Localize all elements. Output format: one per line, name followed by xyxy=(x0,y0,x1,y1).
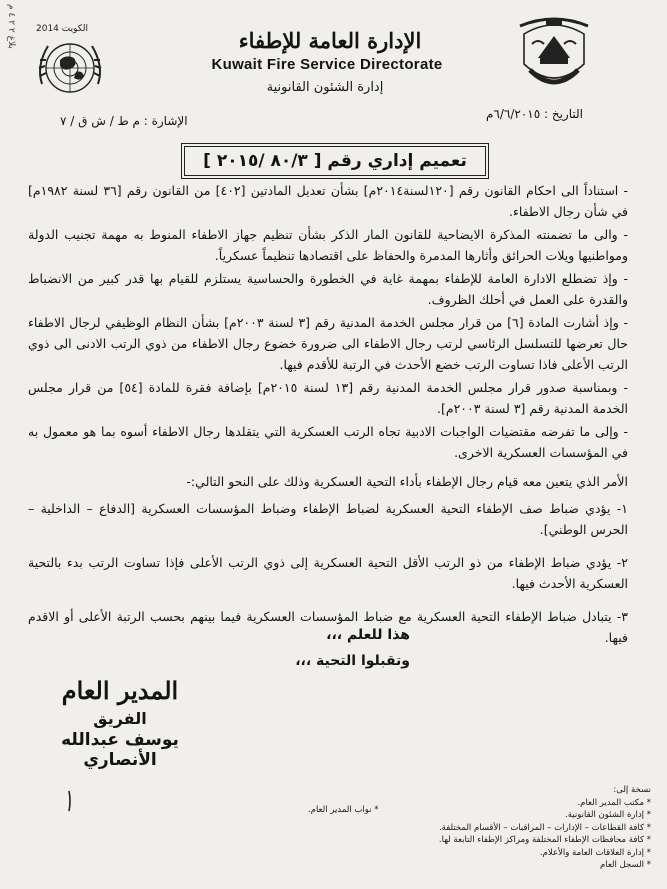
order-item: ٣- يتبادل ضباط الإطفاء التحية العسكرية مع ضباط المؤسسات العسكرية فيما بينهم بحسب الرتبة الأعلى أو الاقدم فيها. xyxy=(28,609,628,645)
preamble-clause: - وإذ أشارت المادة [٦] من قرار مجلس الخدمة المدنية رقم [٣ لسنة ٢٠٠٣م] بشأن النظام الوظيفي لرجال الاطفاء حال تعرضها للتسلسل الرئاسي لرتب رجال الاطفاء الى ضرورة خضوع رجال الاطفاء من ذوي الرتب الادنى الى ذوي الرتب الأعلى فاذا تساوت الرتب خضع الأحدث في الرتبة للأقدم فيها. xyxy=(28,312,628,375)
preamble-clause: - والى ما تضمنته المذكرة الايضاحية للقانون المار الذكر بشأن تنظيم جهاز الاطفاء المنوط به مهمة تجنيب الدولة ومواطنيها ويلات الحرائق وأثارها المدمرة والحفاظ على اقتصادها تنظيماً عسكرياً. xyxy=(28,224,628,266)
closing-line: وتقبلوا التحية ،،، xyxy=(295,653,410,669)
distribution-item-side: * نواب المدير العام. xyxy=(308,805,379,815)
closing-line: هذا للعلم ،،، xyxy=(326,627,410,643)
circular-body xyxy=(28,180,628,660)
distribution-item: * كافة محافظات الإطفاء المختلفة ومراكز الإطفاء التابعة لها. xyxy=(438,835,651,845)
order-item: ١- يؤدي ضباط صف الإطفاء التحية العسكرية لضباط الإطفاء وضباط المؤسسات العسكرية [الدفاع – الداخلية – الحرس الوطني]. xyxy=(28,501,628,537)
distribution-item: * كافة القطاعات – الإدارات – المراقبات – الأقسام المختلفة. xyxy=(438,822,651,833)
directorate-name-arabic: الإدارة العامة للإطفاء xyxy=(238,28,422,53)
margin-note: بلاغ ٢ ٢ ٤ م xyxy=(6,4,16,49)
directorate-name-english: Kuwait Fire Service Directorate xyxy=(211,56,443,73)
un-emblem-icon xyxy=(30,26,110,106)
distribution-item: * إدارة الشئون القانونية. xyxy=(565,810,651,820)
distribution-item: * مكتب المدير العام. xyxy=(577,797,651,808)
closing-remarks xyxy=(190,622,410,674)
order-intro: الأمر الذي يتعين معه قيام رجال الإطفاء بأداء التحية العسكرية وذلك على النحو التالي:- xyxy=(186,474,628,489)
signatory-title: المدير العام xyxy=(61,676,179,705)
distribution-item: * إدارة العلاقات العامة والأعلام. xyxy=(539,847,651,858)
preamble-clause: - وإلى ما تفرضه مقتضيات الواجبات الادبية تجاه الرتب العسكرية التي يتقلدها رجال الاطفاء أسوه بما هو معمول به في المؤسسات العسكرية الاخرى. xyxy=(28,421,628,463)
distribution-item: * السجل العام xyxy=(599,860,651,870)
order-item: ٢- يؤدي ضباط الإطفاء من ذو الرتب الأقل التحية العسكرية إلى ذوي الرتب الأعلى فإذا تساوت الرتب بدء بالتحية العسكرية الأحدث فيها. xyxy=(28,555,628,591)
distribution-list xyxy=(331,784,651,872)
signature-block xyxy=(30,676,210,770)
preamble-clause: - استناداً الى احكام القانون رقم [١٢٠لسنة٢٠١٤م] بشأن تعديل المادتين [٤٠٢] من القانون رقم [٣٦ لسنة ١٩٨٢م] في شأن رجال الاطفاء. xyxy=(28,180,628,222)
kuwait-fire-emblem-icon xyxy=(510,14,598,100)
signatory-name: يوسف عبدالله الأنصاري xyxy=(61,730,179,770)
signatory-rank: الفريق xyxy=(93,709,147,728)
handwritten-mark-icon xyxy=(66,790,72,812)
document-date: التاريخ : ٦/٦/٢٠١٥م xyxy=(485,107,583,121)
distribution-heading: نسخة إلى: xyxy=(613,785,651,795)
circular-title: تعميم إداري رقم [ ٨٠/٣ /٢٠١٥ ] xyxy=(184,146,486,176)
preamble-clause: - وبمناسبة صدور قرار مجلس الخدمة المدنية رقم [١٣ لسنة ٢٠١٥م] بإضافة فقرة للمادة [٥٤] من قرار مجلس الخدمة المدنية رقم [٣ لسنة ٢٠٠٣م]. xyxy=(28,377,628,419)
letterhead xyxy=(0,0,667,128)
department-name: إدارة الشئون القانونية xyxy=(266,80,384,95)
preamble-clause: - وإذ تضطلع الادارة العامة للإطفاء بمهمة غاية في الخطورة والحساسية يستلزم للقيام بها قدر كبير من الانضباط والقدرة على العمل في أحلك الظروف. xyxy=(28,268,628,310)
document-reference: الإشارة : م ط / ش ق / ٧ xyxy=(60,114,188,128)
un-logo-caption: الكويت 2014 xyxy=(36,24,88,34)
